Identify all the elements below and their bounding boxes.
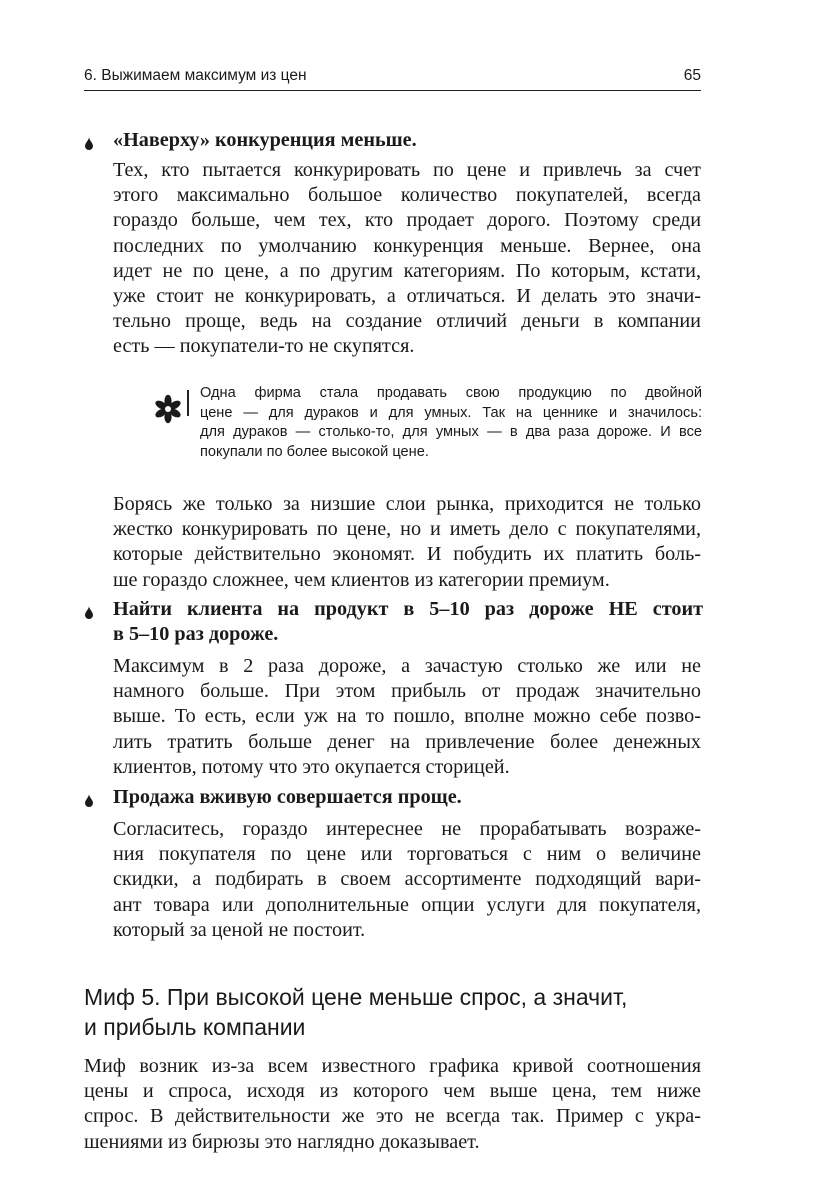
text-line: клиентов, потому что это окупается сторицей. (113, 755, 510, 778)
text-line: Тех, кто пытается конкурировать по цене и привлечь за счет (113, 159, 701, 181)
text-line: спрос. В действительности же это не всегда так. Пример с укра- (84, 1105, 701, 1128)
section-title (84, 982, 704, 1042)
heading-line: Найти клиента на продукт в 5–10 раз дороже НЕ стоит (113, 598, 703, 620)
text-line: этого максимально большое количество покупателей, всегда (113, 184, 701, 207)
text-line: Борясь же только за низшие слои рынка, приходится не только (113, 493, 701, 515)
text-line: цены и спроса, исходя из которого чем выше цена, тем ниже (84, 1080, 701, 1103)
text-line: последних по умолчанию конкуренция меньше. Вернее, она (113, 234, 701, 257)
bullet-heading: «Наверху» конкуренция меньше. (113, 129, 417, 151)
text-line: уже стоит не конкурировать, а отличаться. И делать это значи- (113, 285, 701, 308)
text-line: Одна фирма стала продавать свою продукцию по двойной (200, 385, 702, 401)
paragraph (113, 492, 701, 593)
text-line: намного больше. При этом прибыль от продаж значительно (113, 680, 701, 703)
text-line: тельно проще, ведь на создание отличий деньги в компании (113, 310, 701, 333)
text-line: есть — покупатели-то не скупятся. (113, 335, 415, 358)
aside-rule (187, 390, 189, 416)
asterisk-flower-icon (153, 394, 183, 424)
text-line: шениями из бирюзы это наглядно доказывает. (84, 1130, 480, 1153)
drop-bullet-icon (84, 794, 94, 806)
bullet-heading (113, 597, 703, 647)
text-line: покупали по более высокой цене. (200, 443, 429, 460)
text-line: цене — для дураков и для умных. Так на ценнике и значилось: (200, 404, 702, 421)
text-line: лить тратить больше денег на привлечение более денежных (113, 730, 701, 753)
text-line: которые действительно экономят. И побудить их платить боль- (113, 543, 701, 566)
text-line: Максимум в 2 раза дороже, а зачастую столько же или не (113, 655, 701, 677)
text-line: для дураков — столько-то, для умных — в два раза дороже. И все (200, 424, 702, 441)
text-line: ант товара или дополнительные опции услуги для покупателя, (113, 893, 701, 916)
bullet-body (113, 817, 701, 943)
drop-bullet-icon (84, 606, 94, 618)
text-line: Миф возник из-за всем известного графика кривой соотношения (84, 1055, 701, 1077)
text-line: жестко конкурировать по цене, но и иметь дело с покупателями, (113, 518, 701, 541)
text-line: скидки, а подбирать в своем ассортименте подходящий вари- (113, 868, 701, 891)
title-line: Миф 5. При высокой цене меньше спрос, а значит, (84, 984, 628, 1010)
drop-bullet-icon (84, 137, 94, 149)
paragraph (84, 1054, 701, 1155)
aside-text (200, 384, 702, 462)
text-line: гораздо больше, чем тех, кто продает дорого. Поэтому среди (113, 209, 701, 232)
aside-note (153, 384, 703, 468)
bullet-heading: Продажа вживую совершается проще. (113, 786, 462, 808)
text-line: ния покупателя по цене или торговаться с ним о величине (113, 843, 701, 866)
text-line: выше. То есть, если уж на то пошло, вполне можно себе позво- (113, 705, 701, 728)
text-line: ше гораздо сложнее, чем клиентов из категории премиум. (113, 568, 610, 591)
heading-line: в 5–10 раз дороже. (113, 623, 279, 646)
bullet-body (113, 654, 701, 780)
text-line: который за ценой не постоит. (113, 918, 366, 941)
running-head (84, 64, 701, 91)
page-number: 65 (683, 67, 701, 84)
title-line: и прибыль компании (84, 1014, 306, 1040)
text-line: идет не по цене, а по другим категориям. По которым, кстати, (113, 259, 701, 282)
text-line: Согласитесь, гораздо интереснее не прорабатывать возраже- (113, 818, 701, 840)
bullet-body (113, 158, 701, 360)
chapter-title: 6. Выжимаем максимум из цен (84, 67, 307, 84)
